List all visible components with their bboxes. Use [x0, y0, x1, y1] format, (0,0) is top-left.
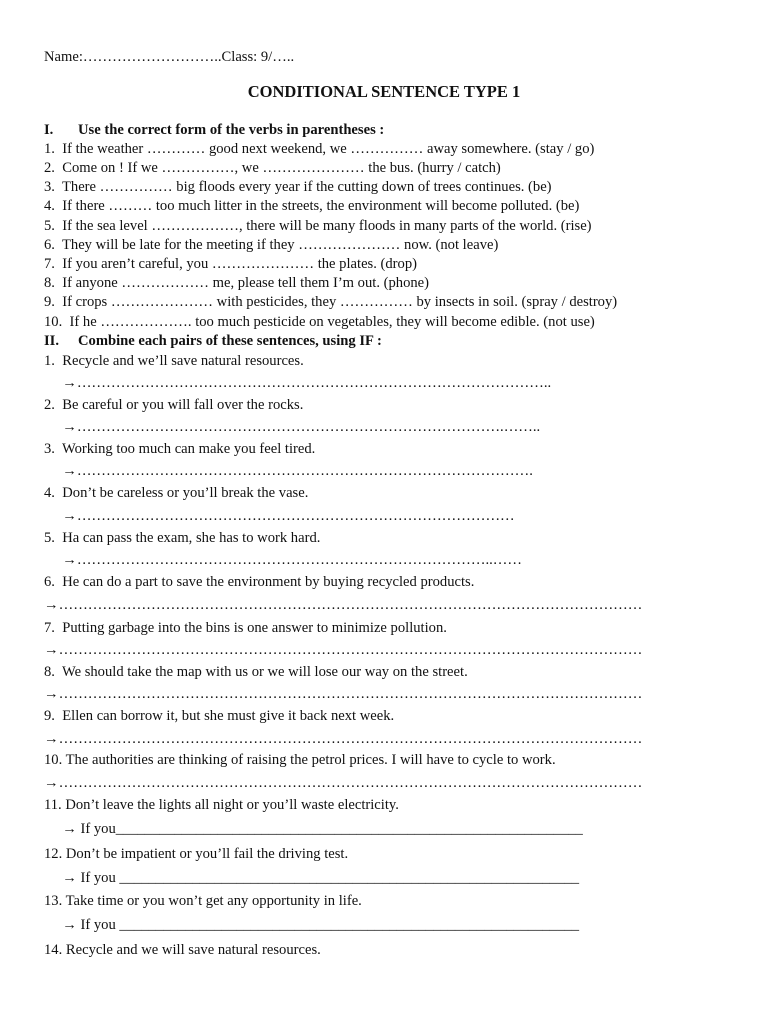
exercise-2-item-11: 11. Don’t leave the lights all night or you’ll waste electricity.	[44, 797, 399, 813]
exercise-2-item-14: 14. Recycle and we will save natural resources.	[44, 942, 321, 958]
exercise-1-item-10: 10. If he ………………. too much pesticide on vegetables, they will become edible. (not use)	[44, 314, 595, 330]
exercise-1-item-5: 5. If the sea level ………………, there will be many floods in many parts of the world. (rise)	[44, 218, 592, 234]
answer-line-3[interactable]: →………………………………………………………………………………….	[44, 463, 533, 479]
section-2-title: Combine each pairs of these sentences, using IF :	[78, 333, 382, 349]
exercise-1-item-1: 1. If the weather ………… good next weekend, we …………… away somewhere. (stay / go)	[44, 141, 595, 157]
section-1-title: Use the correct form of the verbs in parentheses :	[78, 122, 385, 138]
exercise-2-item-1: 1. Recycle and we’ll save natural resources.	[44, 353, 304, 369]
exercise-1-item-7: 7. If you aren’t careful, you ………………… the plates. (drop)	[44, 256, 417, 272]
page-title: CONDITIONAL SENTENCE TYPE 1	[247, 82, 521, 101]
exercise-1-item-6: 6. They will be late for the meeting if they ………………… now. (not leave)	[44, 237, 499, 253]
answer-line-2[interactable]: →…………………………………………………………………………….……..	[44, 419, 541, 435]
answer-line-13[interactable]: → If you _______________________________________________________________	[44, 917, 580, 933]
answer-line-9[interactable]: →…………………………………………………………………………………………………………	[44, 731, 643, 747]
exercise-2-item-7: 7. Putting garbage into the bins is one answer to minimize pollution.	[44, 620, 447, 636]
section-1-numeral: I.	[44, 122, 54, 138]
section-1-heading	[44, 121, 384, 139]
exercise-2-item-12: 12. Don’t be impatient or you’ll fail the driving test.	[44, 846, 349, 862]
exercise-2-item-6: 6. He can do a part to save the environment by buying recycled products.	[44, 574, 475, 590]
answer-line-12[interactable]: → If you _______________________________________________________________	[44, 870, 580, 886]
answer-line-7[interactable]: →…………………………………………………………………………………………………………	[44, 642, 643, 658]
name-class-line: Name:………………………..Class: 9/…..	[44, 49, 295, 65]
exercise-2-item-2: 2. Be careful or you will fall over the rocks.	[44, 397, 304, 413]
exercise-2-item-5: 5. Ha can pass the exam, she has to work hard.	[44, 530, 321, 546]
exercise-2-item-13: 13. Take time or you won’t get any opportunity in life.	[44, 893, 362, 909]
exercise-2-item-8: 8. We should take the map with us or we will lose our way on the street.	[44, 664, 468, 680]
exercise-2-item-10: 10. The authorities are thinking of raising the petrol prices. I will have to cycle to work.	[44, 752, 556, 768]
exercise-1-item-9: 9. If crops ………………… with pesticides, they …………… by insects in soil. (spray / destroy)	[44, 294, 618, 310]
answer-line-8[interactable]: →…………………………………………………………………………………………………………	[44, 686, 643, 702]
answer-line-10[interactable]: →…………………………………………………………………………………………………………	[44, 775, 643, 791]
exercise-2-item-3: 3. Working too much can make you feel tired.	[44, 441, 316, 457]
answer-line-1[interactable]: →……………………………………………………………………………………..	[44, 375, 552, 391]
exercise-2-item-4: 4. Don’t be careless or you’ll break the vase.	[44, 485, 309, 501]
exercise-2-item-9: 9. Ellen can borrow it, but she must give it back next week.	[44, 708, 395, 724]
section-2-heading	[44, 332, 382, 350]
answer-line-11[interactable]: → If you________________________________________________________________	[44, 821, 583, 837]
answer-line-5[interactable]: →…………………………………………………………………………..……	[44, 552, 522, 568]
exercise-1-item-3: 3. There …………… big floods every year if the cutting down of trees continues. (be)	[44, 179, 552, 195]
exercise-1-item-8: 8. If anyone ……………… me, please tell them I’m out. (phone)	[44, 275, 430, 291]
answer-line-4[interactable]: →………………………………………………………………………………	[44, 508, 515, 524]
exercise-1-item-4: 4. If there ……… too much litter in the streets, the environment will become polluted. (be)	[44, 198, 580, 214]
section-2-numeral: II.	[44, 333, 60, 349]
answer-line-6[interactable]: →…………………………………………………………………………………………………………	[44, 597, 643, 613]
exercise-1-item-2: 2. Come on ! If we ……………, we ………………… the bus. (hurry / catch)	[44, 160, 501, 176]
